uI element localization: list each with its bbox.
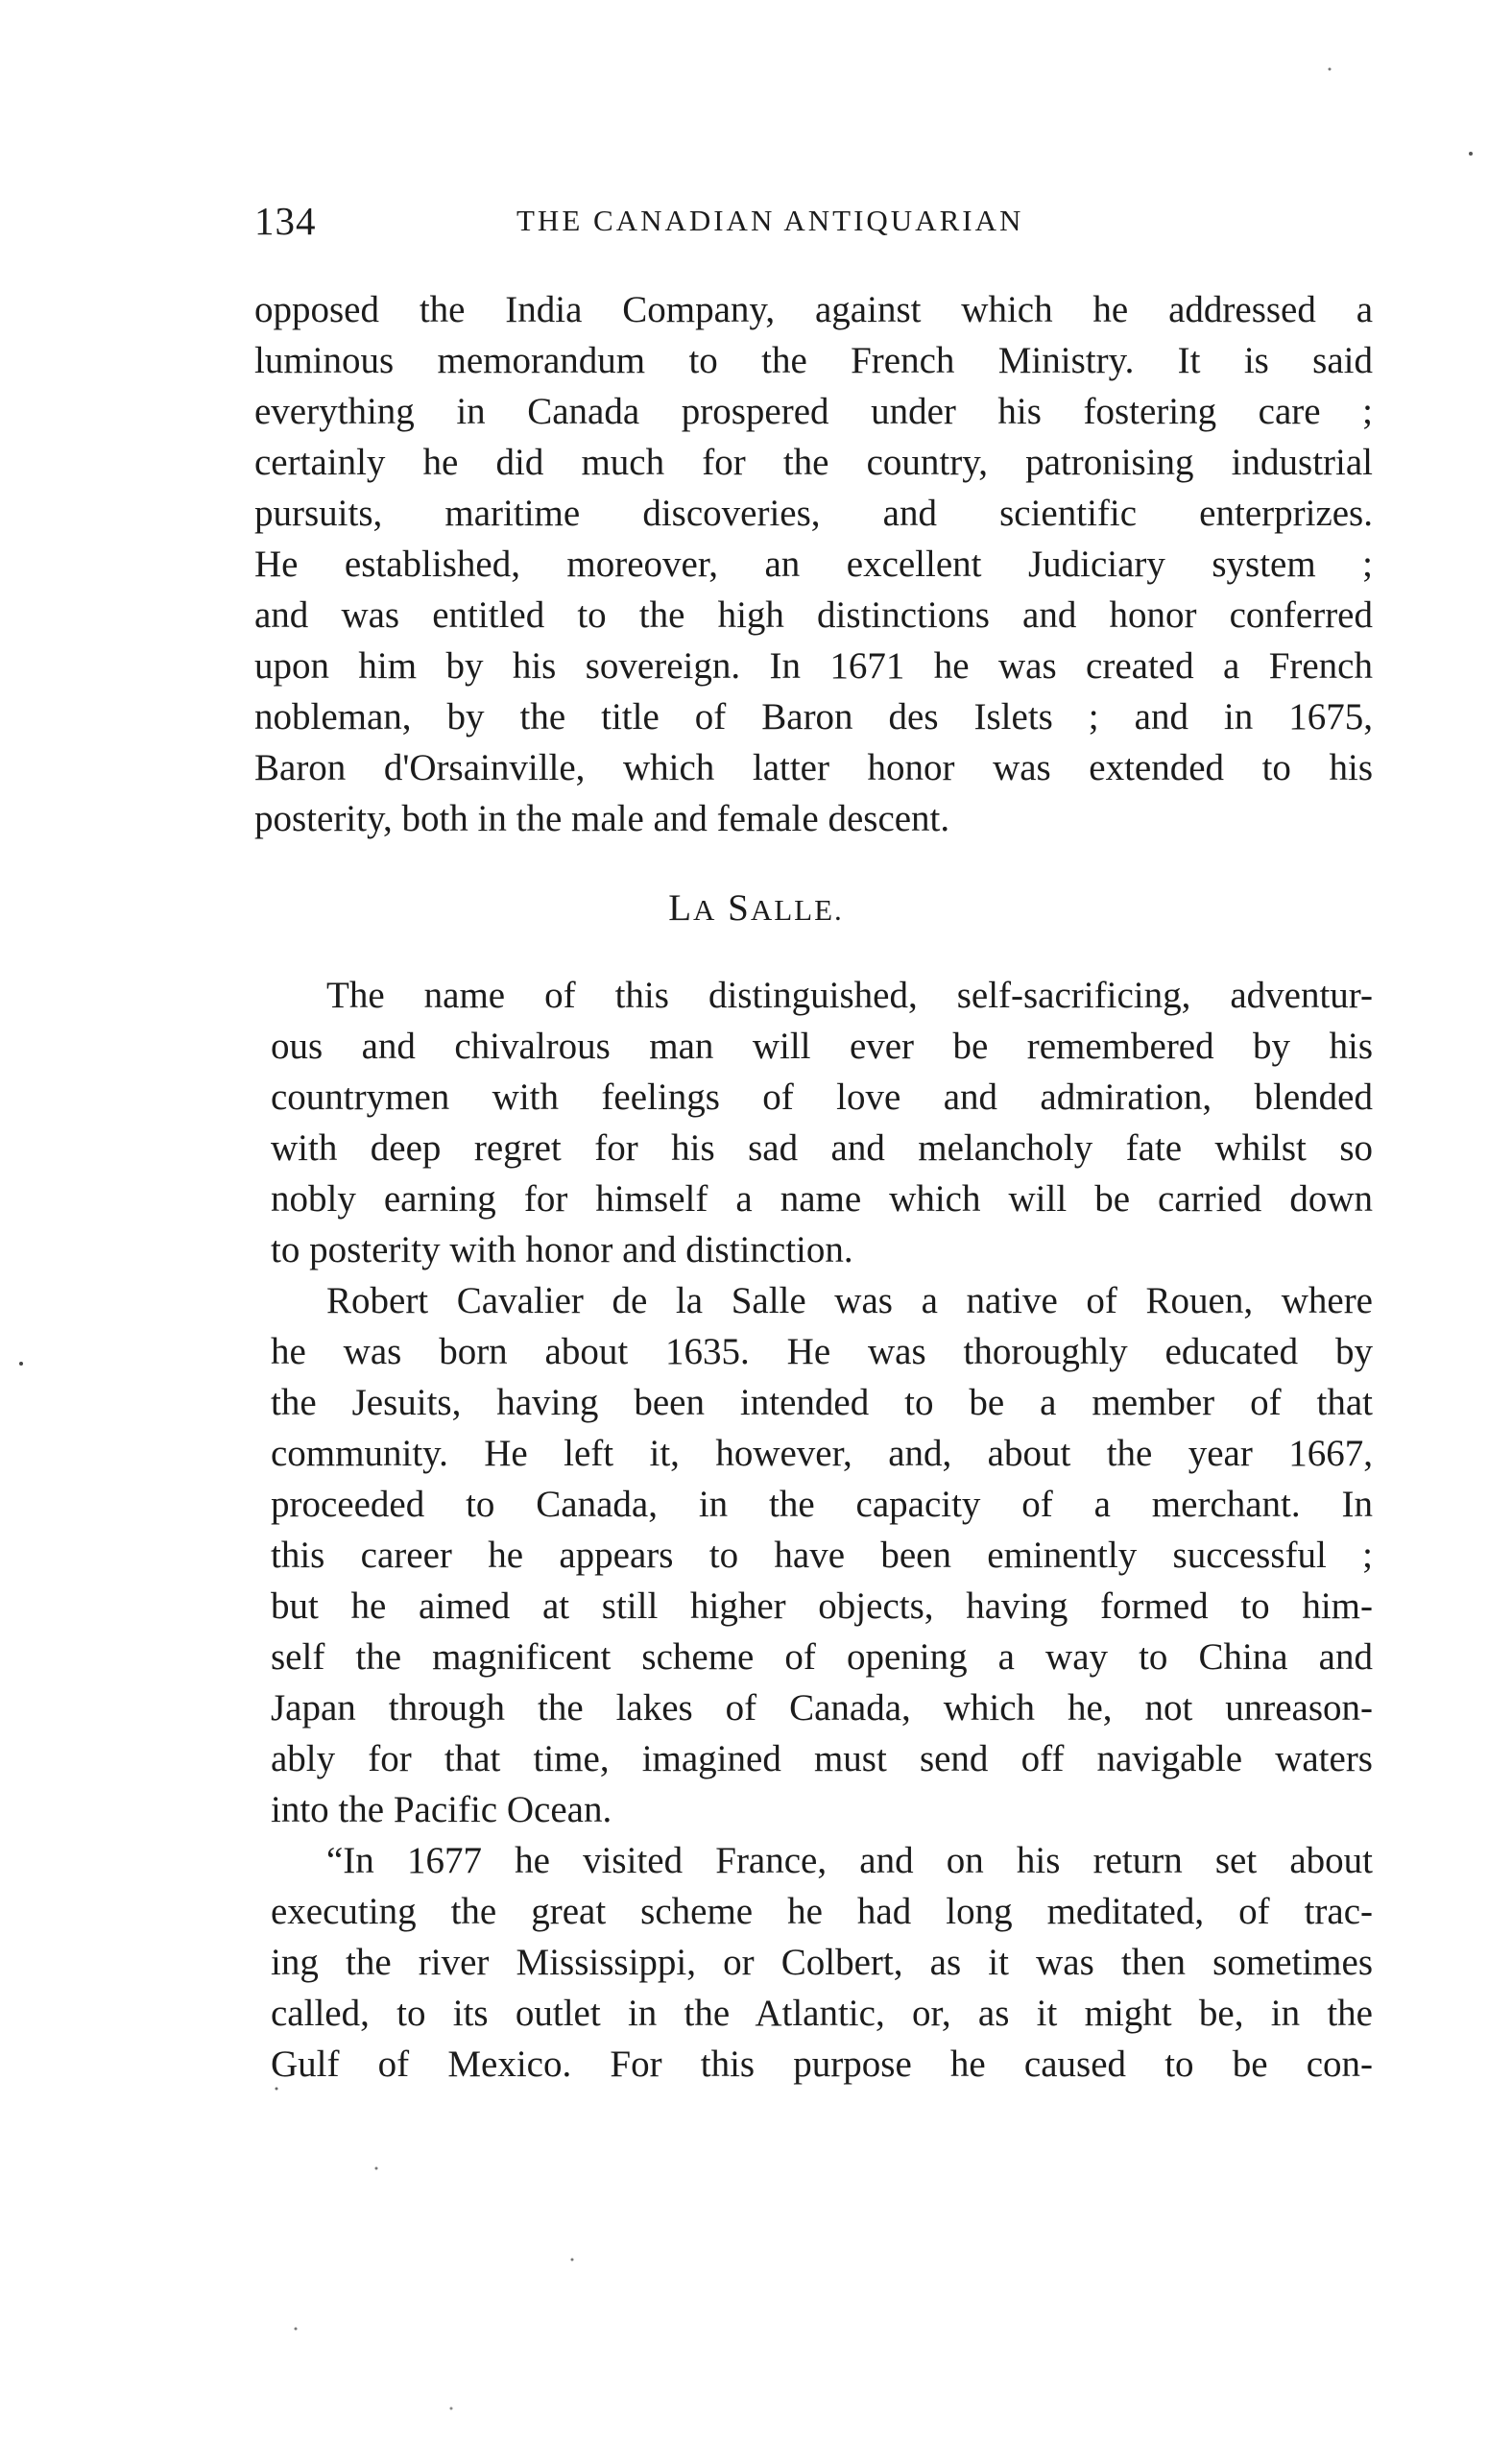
text-line: certainly he did much for the country, patronising industrial bbox=[254, 442, 1373, 483]
text-line: “In 1677 he visited France, and on his return set about bbox=[326, 1840, 1373, 1881]
text-line: luminous memorandum to the French Ministry. It is said bbox=[254, 340, 1373, 381]
text-line: Baron d'Orsainville, which latter honor was extended to his bbox=[254, 747, 1373, 788]
paragraph bbox=[271, 1275, 1373, 1835]
article-la-salle bbox=[271, 970, 1373, 2090]
text-line: this career he appears to have been eminently successful ; bbox=[271, 1535, 1373, 1576]
text-line: He established, moreover, an excellent Judiciary system ; bbox=[254, 544, 1373, 585]
section-heading bbox=[0, 886, 1512, 930]
text-line: self the magnificent scheme of opening a way to China and bbox=[271, 1636, 1373, 1678]
text-line: proceeded to Canada, in the capacity of a merchant. In bbox=[271, 1484, 1373, 1525]
text-line: into the Pacific Ocean. bbox=[271, 1789, 612, 1830]
scan-speck bbox=[1469, 152, 1473, 156]
text-line: pursuits, maritime discoveries, and scientific enterprizes. bbox=[254, 493, 1373, 534]
text-line: posterity, both in the male and female descent. bbox=[254, 798, 950, 839]
text-line: nobleman, by the title of Baron des Islets ; and in 1675, bbox=[254, 696, 1373, 738]
scan-speck bbox=[571, 2259, 574, 2262]
text-line: countrymen with feelings of love and admiration, blended bbox=[271, 1076, 1373, 1118]
scan-speck bbox=[1329, 68, 1332, 71]
paragraph bbox=[271, 1835, 1373, 2090]
text-line: ably for that time, imagined must send off navigable waters bbox=[271, 1738, 1373, 1779]
text-line: Gulf of Mexico. For this purpose he caused to be con- bbox=[271, 2044, 1373, 2085]
heading-smallcaps: A bbox=[693, 893, 717, 927]
text-line: nobly earning for himself a name which will be carried down bbox=[271, 1178, 1373, 1220]
text-line: and was entitled to the high distinctions and honor conferred bbox=[254, 594, 1373, 636]
text-line: Japan through the lakes of Canada, which he, not unreason- bbox=[271, 1687, 1373, 1729]
text-line: but he aimed at still higher objects, having formed to him- bbox=[271, 1585, 1373, 1627]
paragraph-frontenac bbox=[254, 284, 1373, 844]
page-number: 134 bbox=[254, 199, 317, 243]
scan-speck bbox=[375, 2167, 378, 2170]
text-line: The name of this distinguished, self-sacrificing, adventur- bbox=[326, 975, 1373, 1016]
text-line: to posterity with honor and distinction. bbox=[271, 1229, 853, 1270]
scan-speck bbox=[19, 1362, 23, 1366]
scan-speck bbox=[295, 2328, 298, 2331]
paragraph bbox=[271, 970, 1373, 1275]
text-line: Robert Cavalier de la Salle was a native of Rouen, where bbox=[326, 1280, 1373, 1321]
text-line: ing the river Mississippi, or Colbert, as it was then sometimes bbox=[271, 1942, 1373, 1983]
text-line: he was born about 1635. He was thoroughly educated by bbox=[271, 1331, 1373, 1372]
text-line: ous and chivalrous man will ever be remembered by his bbox=[271, 1026, 1373, 1067]
text-line: upon him by his sovereign. In 1671 he was created a French bbox=[254, 645, 1373, 687]
running-head bbox=[254, 198, 1378, 255]
text-line: with deep regret for his sad and melancholy fate whilst so bbox=[271, 1127, 1373, 1169]
text-line: called, to its outlet in the Atlantic, or, as it might be, in the bbox=[271, 1993, 1373, 2034]
text-line: executing the great scheme he had long meditated, of trac- bbox=[271, 1891, 1373, 1932]
text-line: everything in Canada prospered under his fostering care ; bbox=[254, 391, 1373, 432]
text-line: the Jesuits, having been intended to be a member of that bbox=[271, 1382, 1373, 1423]
text-line: opposed the India Company, against which he addressed a bbox=[254, 289, 1373, 330]
scan-speck bbox=[450, 2407, 453, 2410]
running-title: THE CANADIAN ANTIQUARIAN bbox=[516, 204, 1024, 237]
heading-initial: S bbox=[728, 887, 751, 929]
heading-initial: L bbox=[668, 887, 694, 929]
heading-smallcaps: ALLE. bbox=[750, 893, 844, 927]
text-line: community. He left it, however, and, about the year 1667, bbox=[271, 1433, 1373, 1474]
